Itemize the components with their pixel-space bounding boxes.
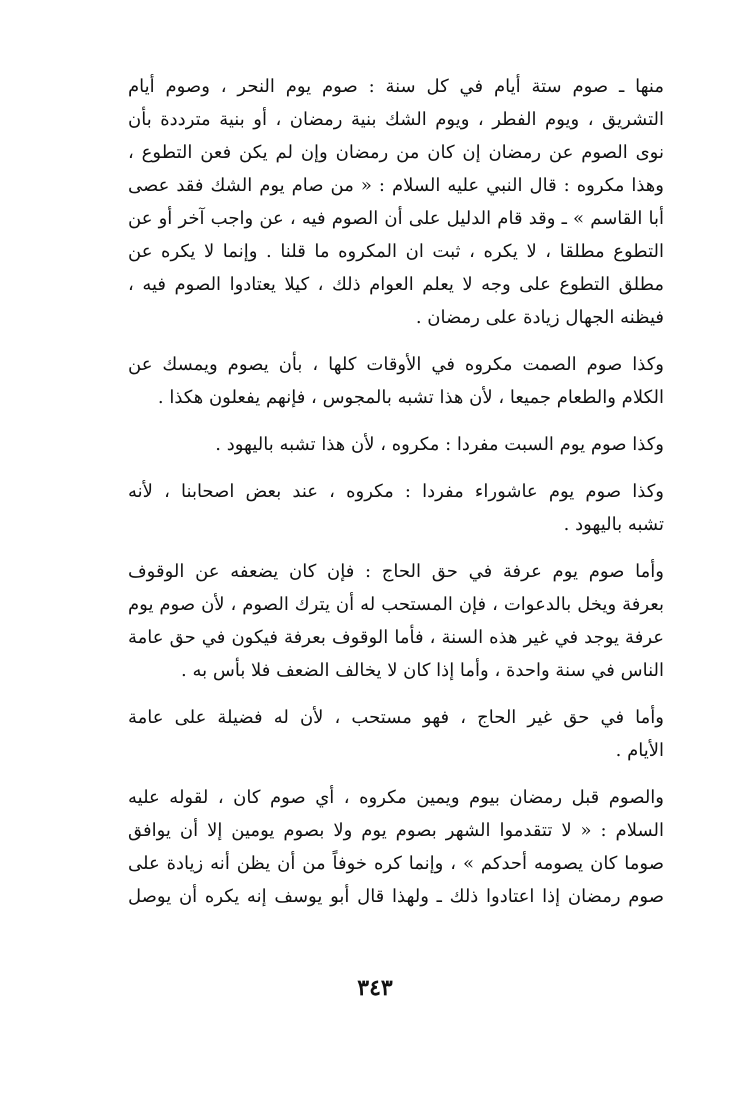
text-line: تشبه باليهود . xyxy=(563,514,664,535)
text-line: التطوع مطلقا ، لا يكره ، ثبت ان المكروه ما قلنا . وإنما لا يكره عن xyxy=(128,241,664,262)
text-line: التشريق ، ويوم الفطر ، ويوم الشك بنية رمضان ، أو بنية مترددة بأن xyxy=(128,109,664,130)
text-line: السلام : « لا تتقدموا الشهر بصوم يوم ولا بصوم يومين إلا أن يوافق xyxy=(128,820,664,841)
text-line: عرفة يوجد في غير هذه السنة ، فأما الوقوف بعرفة فيكون في حق عامة xyxy=(128,627,664,648)
text-line: بعرفة ويخل بالدعوات ، فإن المستحب له أن يترك الصوم ، لأن صوم يوم xyxy=(128,594,664,615)
page-body xyxy=(128,70,664,927)
text-line: نوى الصوم عن رمضان إن كان من رمضان وإن لم يكن فعن التطوع ، xyxy=(128,142,664,163)
page-number: ٣٤٣ xyxy=(357,975,393,1001)
text-line: مطلق التطوع على وجه لا يعلم العوام ذلك ، كيلا يعتادوا الصوم فيه ، xyxy=(128,274,664,295)
paragraph-saturday-fast xyxy=(128,428,664,461)
paragraph-arafah-pilgrim xyxy=(128,555,664,687)
text-line: صوم رمضان إذا اعتادوا ذلك ـ ولهذا قال أبو يوسف إنه يكره أن يوصل xyxy=(128,886,664,907)
text-line: وهذا مكروه : قال النبي عليه السلام : « من صام يوم الشك فقد عصى xyxy=(128,175,664,196)
paragraph-ashura-fast xyxy=(128,475,664,541)
text-line: وأما صوم يوم عرفة في حق الحاج : فإن كان يضعفه عن الوقوف xyxy=(128,561,664,582)
text-line: الكلام والطعام جميعا ، لأن هذا تشبه بالمجوس ، فإنهم يفعلون هكذا . xyxy=(157,387,664,408)
text-line: وكذا صوم يوم السبت مفردا : مكروه ، لأن هذا تشبه باليهود . xyxy=(215,434,664,455)
paragraph-arafah-non-pilgrim xyxy=(128,701,664,767)
text-line: وكذا صوم الصمت مكروه في الأوقات كلها ، بأن يصوم ويمسك عن xyxy=(128,354,664,375)
paragraph-silent-fast xyxy=(128,348,664,414)
paragraph-forbidden-fasts xyxy=(128,70,664,334)
text-line: وكذا صوم يوم عاشوراء مفردا : مكروه ، عند بعض اصحابنا ، لأنه xyxy=(128,481,664,502)
paragraph-before-ramadan xyxy=(128,781,664,913)
text-line: منها ـ صوم ستة أيام في كل سنة : صوم يوم النحر ، وصوم أيام xyxy=(128,76,664,97)
text-line: والصوم قبل رمضان بيوم ويمين مكروه ، أي صوم كان ، لقوله عليه xyxy=(128,787,664,808)
text-line: وأما في حق غير الحاج ، فهو مستحب ، لأن له فضيلة على عامة xyxy=(128,707,664,728)
text-line: الأيام . xyxy=(615,740,664,761)
text-line: فيظنه الجهال زيادة على رمضان . xyxy=(415,307,664,328)
text-line: أبا القاسم » ـ وقد قام الدليل على أن الصوم فيه ، عن واجب آخر أو عن xyxy=(128,208,664,229)
text-line: صوما كان يصومه أحدكم » ، وإنما كره خوفاً من أن يظن أنه زيادة على xyxy=(128,853,664,874)
text-line: الناس في سنة واحدة ، وأما إذا كان لا يخالف الضعف فلا بأس به . xyxy=(181,660,664,681)
